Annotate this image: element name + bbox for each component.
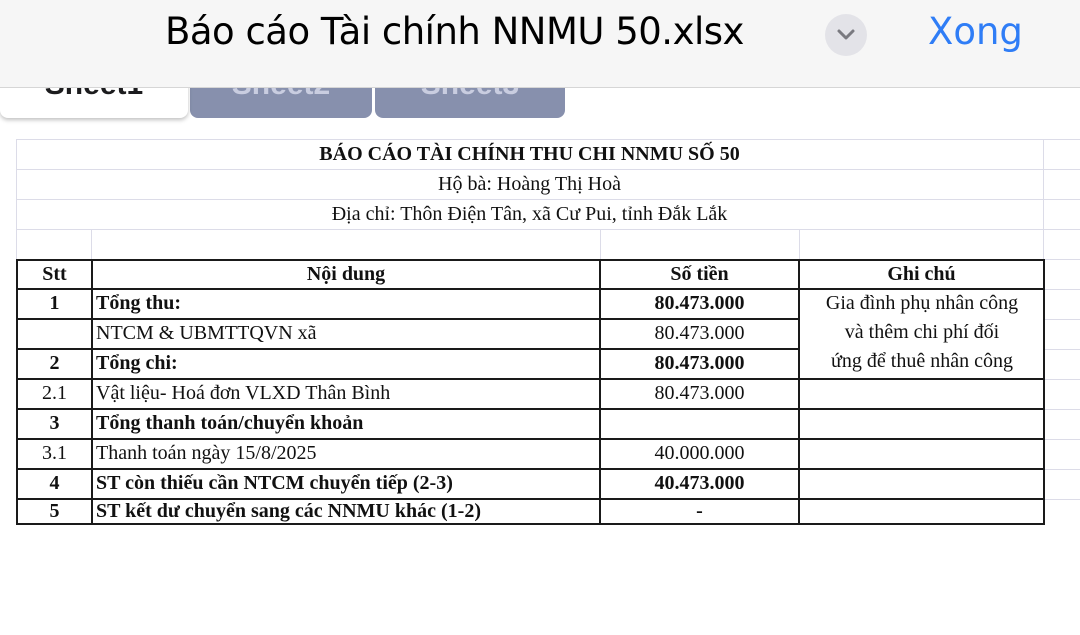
row-amount xyxy=(601,409,798,438)
row-amount: 40.473.000 xyxy=(654,472,745,494)
chevron-down-icon xyxy=(836,28,856,42)
row-stt: 5 xyxy=(49,500,60,522)
row-amount: 80.473.000 xyxy=(654,322,745,344)
header-content: Nội dung xyxy=(306,263,386,285)
spreadsheet[interactable] xyxy=(16,139,1080,525)
header-amount: Số tiền xyxy=(670,263,729,285)
row-amount: 40.000.000 xyxy=(654,442,745,464)
note-cell xyxy=(801,289,1043,376)
row-stt xyxy=(18,319,91,348)
row-content: ST còn thiếu cần NTCM chuyển tiếp (2-3) xyxy=(96,472,453,494)
document-header xyxy=(0,0,1080,88)
note-line: Gia đình phụ nhân công xyxy=(825,292,1019,314)
report-address: Địa chỉ: Thôn Điện Tân, xã Cư Pui, tỉnh Đắk Lắk xyxy=(331,203,728,225)
row-amount: 80.473.000 xyxy=(654,352,745,374)
row-content: Tổng chi: xyxy=(96,352,178,374)
row-content: Thanh toán ngày 15/8/2025 xyxy=(96,442,317,464)
row-amount: - xyxy=(696,500,703,522)
row-stt: 1 xyxy=(49,292,60,314)
row-content: NTCM & UBMTTQVN xã xyxy=(96,322,317,344)
row-content: Tổng thanh toán/chuyển khoản xyxy=(96,412,364,434)
row-amount: 80.473.000 xyxy=(654,382,745,404)
header-stt: Stt xyxy=(42,263,67,285)
row-content: Vật liệu- Hoá đơn VLXD Thân Bình xyxy=(96,382,391,404)
row-content: Tổng thu: xyxy=(96,292,182,314)
note-line: ứng để thuê nhân công xyxy=(831,350,1013,372)
row-stt: 4 xyxy=(49,472,60,494)
row-stt: 2.1 xyxy=(42,382,67,404)
note-line: và thêm chi phí đối xyxy=(844,321,1000,343)
row-stt: 2 xyxy=(49,352,60,374)
report-title: BÁO CÁO TÀI CHÍNH THU CHI NNMU SỐ 50 xyxy=(319,143,740,165)
row-stt: 3 xyxy=(49,412,60,434)
title-menu-button[interactable] xyxy=(825,14,867,56)
header-note: Ghi chú xyxy=(887,263,956,285)
report-owner: Hộ bà: Hoàng Thị Hoà xyxy=(438,173,621,195)
row-amount: 80.473.000 xyxy=(654,292,745,314)
row-content: ST kết dư chuyển sang các NNMU khác (1-2) xyxy=(96,500,481,522)
done-button[interactable]: Xong xyxy=(928,10,1023,53)
document-title: Báo cáo Tài chính NNMU 50.xlsx xyxy=(165,10,744,53)
row-stt: 3.1 xyxy=(42,442,67,464)
